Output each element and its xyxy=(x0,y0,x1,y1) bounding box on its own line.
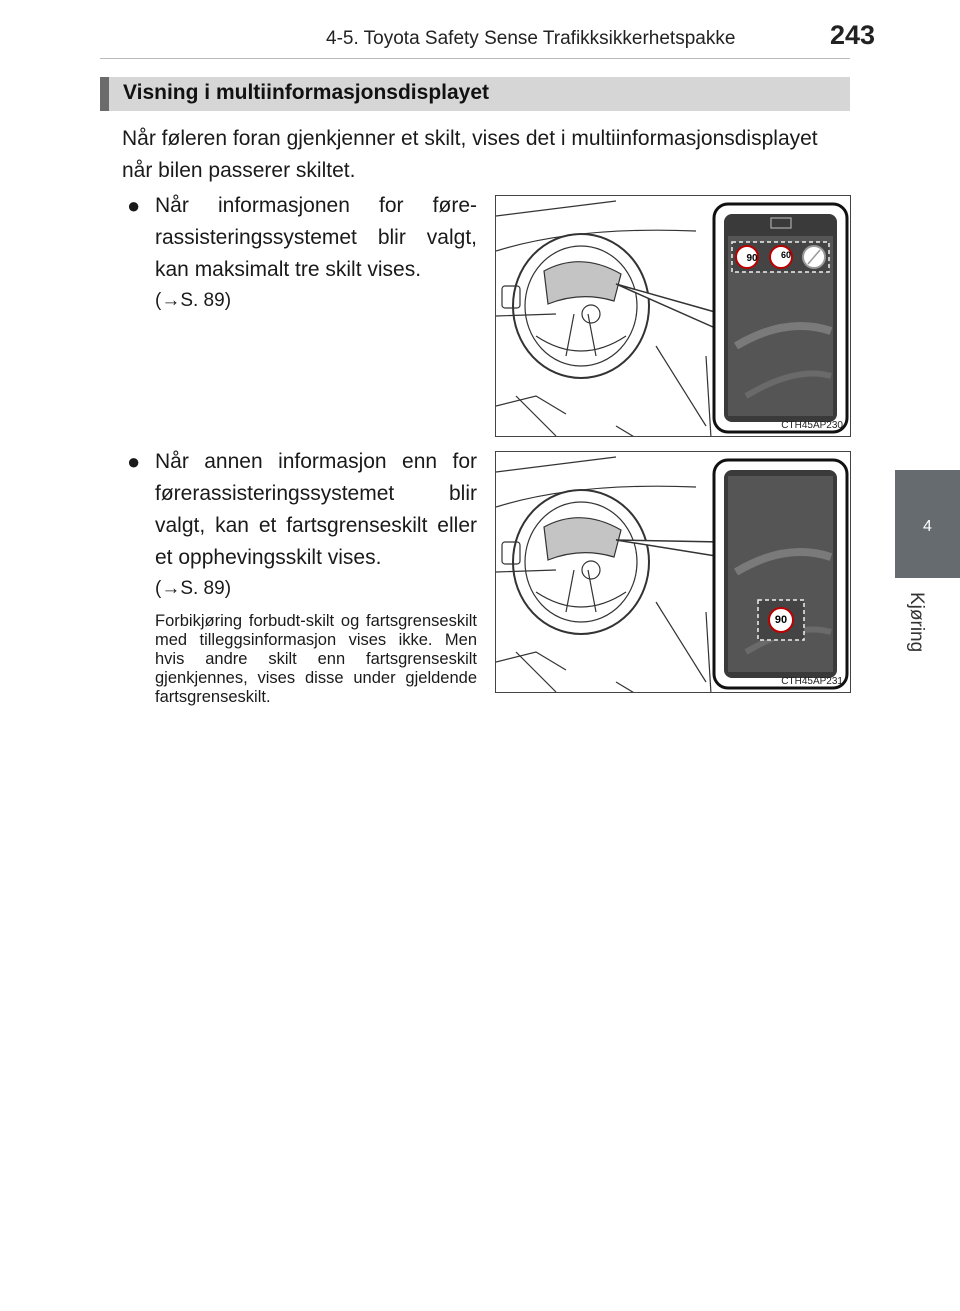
chapter-label: Kjøring xyxy=(906,592,927,653)
section-heading-bar xyxy=(100,77,850,111)
chapter-tab xyxy=(895,470,960,578)
figure-code: CTH45AP231 xyxy=(781,676,843,687)
page-number: 243 xyxy=(830,20,876,50)
illustration-dashboard-three-signs xyxy=(495,195,851,437)
bullet-dot-icon: ● xyxy=(127,193,141,218)
cross-reference: (→S. 89) xyxy=(155,578,232,599)
bullet-text: Når informasjonen for førerassisteringssystemet blir valgt, kan maksimalt tre skilt vises. xyxy=(155,194,477,281)
cross-reference: (→S. 89) xyxy=(155,290,232,311)
bullet-item xyxy=(127,446,477,707)
arrow-right-icon: → xyxy=(161,578,181,599)
header-rule xyxy=(100,58,850,59)
bullet-dot-icon: ● xyxy=(127,449,141,474)
bullet-text: Når annen informasjon enn for førerassisteringssystemet blir valgt, kan et fartsgrenseskilt eller et opphevingsskilt vises. xyxy=(155,450,477,569)
intro-paragraph: Når føleren foran gjenkjenner et skilt, vises det i multiinformasjonsdisplayet når bilen passerer skiltet. xyxy=(122,127,818,182)
bullet-item xyxy=(127,190,477,316)
chapter-number: 4 xyxy=(923,518,932,535)
sign-value: 90 xyxy=(774,614,788,626)
running-title: 4-5. Toyota Safety Sense Trafikksikkerhetspakke xyxy=(326,28,736,49)
cross-reference-page: S. 89 xyxy=(180,290,225,311)
cross-reference-page: S. 89 xyxy=(180,578,225,599)
note-text: Forbikjøring forbudt-skilt og fartsgrenseskilt med tilleggsinformasjon vises ikke. Men hvis andre skilt enn fartsgrenseskilt gjenkjennes, vises disse under gjeldende fartsgrenseskilt. xyxy=(155,612,477,706)
arrow-right-icon: → xyxy=(161,290,181,311)
section-title: Visning i multiinformasjonsdisplayet xyxy=(123,81,490,104)
sign-value: 90 xyxy=(746,253,758,264)
figure-code: CTH45AP230 xyxy=(781,420,843,431)
sign-value: 60 xyxy=(780,250,791,260)
illustration-dashboard-speed-sign xyxy=(495,451,851,693)
